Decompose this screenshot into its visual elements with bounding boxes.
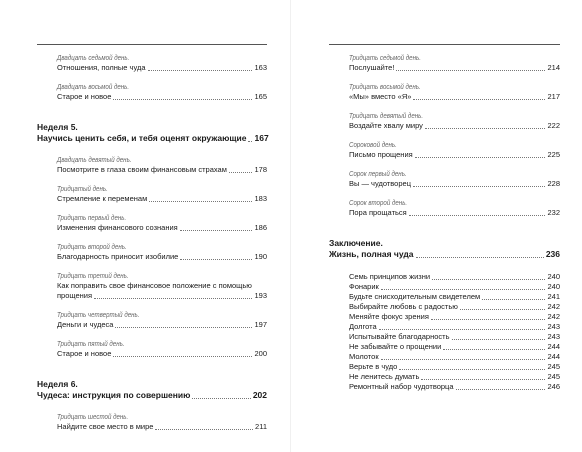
day-label: Двадцать восьмой день. <box>57 84 130 91</box>
top-rule <box>37 44 267 45</box>
dot-leader <box>460 309 546 310</box>
dot-leader <box>180 230 253 231</box>
week-label: Неделя 6. <box>37 379 78 389</box>
dot-leader <box>409 215 546 216</box>
dot-leader <box>421 379 545 380</box>
entry-title: Вы — чудотворец <box>349 179 411 188</box>
page-number: 200 <box>254 349 267 358</box>
page-number: 242 <box>547 302 560 311</box>
toc-entry[interactable] <box>329 199 560 218</box>
dot-leader <box>443 349 545 350</box>
conclusion-item[interactable] <box>329 342 560 352</box>
page-number: 246 <box>547 382 560 391</box>
conclusion-item[interactable] <box>329 352 560 362</box>
conclusion-item[interactable] <box>329 272 560 282</box>
page-number: 244 <box>547 352 560 361</box>
dot-leader <box>381 289 546 290</box>
day-label: Двадцать девятый день. <box>57 157 132 164</box>
day-label: Тридцать шестой день. <box>57 414 129 421</box>
conclusion-item[interactable] <box>329 382 560 392</box>
entry-title: Изменения финансового сознания <box>57 223 178 232</box>
conclusion-item[interactable] <box>329 312 560 322</box>
page-number: 167 <box>254 133 269 143</box>
page-number: 222 <box>547 121 560 130</box>
entry-title: Деньги и чудеса <box>57 320 114 329</box>
day-label: Двадцать седьмой день. <box>57 55 130 62</box>
page-number: 163 <box>254 63 267 72</box>
entry-title: Письмо прощения <box>349 150 413 159</box>
entry-title: Найдите свое место в мире <box>57 422 154 431</box>
page-number: 217 <box>547 92 560 101</box>
page-number: 236 <box>545 249 560 259</box>
dot-leader <box>148 70 253 71</box>
page-number: 245 <box>547 362 560 371</box>
dot-leader <box>149 201 252 202</box>
page-number: 197 <box>254 320 267 329</box>
dot-leader <box>431 319 546 320</box>
toc-entry[interactable] <box>37 340 267 359</box>
page-number: 241 <box>547 292 560 301</box>
dot-leader <box>399 369 545 370</box>
page-number: 242 <box>547 312 560 321</box>
item-title: Молоток <box>349 352 379 361</box>
day-label: Тридцать восьмой день. <box>349 84 421 91</box>
dot-leader <box>396 70 545 71</box>
dot-leader <box>113 99 252 100</box>
entry-title: Старое и новое <box>57 92 112 101</box>
page-number: 193 <box>254 291 267 300</box>
conclusion-item[interactable] <box>329 282 560 292</box>
entry-title: Стремление к переменам <box>57 194 148 203</box>
dot-leader <box>482 299 545 300</box>
dot-leader <box>452 339 546 340</box>
dot-leader <box>155 429 253 430</box>
dot-leader <box>413 186 545 187</box>
day-label: Тридцать седьмой день. <box>349 55 421 62</box>
conclusion-list <box>329 272 560 392</box>
toc-right <box>329 54 560 392</box>
toc-entry[interactable] <box>329 141 560 160</box>
dot-leader <box>113 356 252 357</box>
page-number: 202 <box>252 390 267 400</box>
page-number: 211 <box>255 422 267 431</box>
entry-title: Послушайте! <box>349 63 395 72</box>
conclusion-item[interactable] <box>329 362 560 372</box>
page-number: 165 <box>254 92 267 101</box>
conclusion-item[interactable] <box>329 292 560 302</box>
week-label: Неделя 5. <box>37 122 78 132</box>
day-label: Тридцать девятый день. <box>349 113 424 120</box>
toc-entry[interactable] <box>37 272 267 301</box>
item-title: Ремонтный набор чудотворца <box>349 382 454 391</box>
conclusion-item[interactable] <box>329 332 560 342</box>
day-label: Тридцать пятый день. <box>57 341 125 348</box>
page-number: 214 <box>547 63 560 72</box>
page-number: 245 <box>547 372 560 381</box>
entry-title: Старое и новое <box>57 349 112 358</box>
dot-leader <box>381 359 546 360</box>
dot-leader <box>94 298 252 299</box>
page-number: 228 <box>547 179 560 188</box>
day-label: Тридцать четвертый день. <box>57 312 140 319</box>
conclusion-item[interactable] <box>329 302 560 312</box>
dot-leader <box>248 141 252 142</box>
dot-leader <box>379 329 546 330</box>
page-number: 186 <box>254 223 267 232</box>
week-title: Чудеса: инструкция по совершению <box>37 390 191 400</box>
page-number: 190 <box>254 252 267 261</box>
conclusion-title: Жизнь, полная чуда <box>329 249 414 259</box>
dot-leader <box>192 398 250 399</box>
dot-leader <box>180 259 252 260</box>
entry-title-line: прощения <box>57 291 93 300</box>
item-title: Не забывайте о прощении <box>349 342 442 351</box>
toc-entry[interactable] <box>329 83 560 102</box>
toc-entry[interactable] <box>37 83 267 102</box>
page-number: 225 <box>547 150 560 159</box>
day-label: Тридцать первый день. <box>57 215 127 222</box>
conclusion-label: Заключение. <box>329 238 383 248</box>
page-number: 240 <box>547 282 560 291</box>
dot-leader <box>415 157 546 158</box>
dot-leader <box>432 279 545 280</box>
entry-title-line: Как поправить свое финансовое положение с помощью <box>57 281 252 290</box>
conclusion-item[interactable] <box>329 372 560 382</box>
toc-entry[interactable] <box>37 185 267 204</box>
day-label: Сороковой день. <box>349 142 397 149</box>
entry-title: Воздайте хвалу миру <box>349 121 423 130</box>
toc-entry[interactable] <box>329 170 560 189</box>
entry-title: «Мы» вместо «Я» <box>349 92 412 101</box>
item-title: Испытывайте благодарность <box>349 332 450 341</box>
toc-entry[interactable] <box>329 54 560 73</box>
toc-entry[interactable] <box>37 214 267 233</box>
toc-entry[interactable] <box>37 311 267 330</box>
page-number: 244 <box>547 342 560 351</box>
entry-title: Пора прощаться <box>349 208 407 217</box>
dot-leader <box>115 327 252 328</box>
item-title: Будьте снисходительным свидетелем <box>349 292 481 301</box>
item-title: Семь принципов жизни <box>349 272 431 281</box>
toc-entry[interactable] <box>37 54 267 73</box>
day-label: Тридцатый день. <box>57 186 108 193</box>
item-title: Меняйте фокус зрения <box>349 312 429 321</box>
week-6-heading[interactable] <box>37 379 267 401</box>
toc-entry[interactable] <box>37 413 267 432</box>
conclusion-heading[interactable] <box>329 238 560 260</box>
item-title: Долгота <box>349 322 377 331</box>
right-page <box>291 0 582 452</box>
day-label: Тридцать третий день. <box>57 273 129 280</box>
item-title: Не ленитесь думать <box>349 372 420 381</box>
toc-entry[interactable] <box>329 112 560 131</box>
page-number: 243 <box>547 322 560 331</box>
page-number: 240 <box>547 272 560 281</box>
toc-left <box>37 54 267 442</box>
page-number: 232 <box>547 208 560 217</box>
week-5-heading[interactable] <box>37 122 267 144</box>
page-number: 183 <box>254 194 267 203</box>
item-title: Фонарик <box>349 282 379 291</box>
week-title: Научись ценить себя, и тебя оценят окружающие <box>37 133 247 143</box>
conclusion-item[interactable] <box>329 322 560 332</box>
entry-title: Отношения, полные чуда <box>57 63 146 72</box>
dot-leader <box>413 99 545 100</box>
day-label: Тридцать второй день. <box>57 244 127 251</box>
toc-entry[interactable] <box>37 156 267 175</box>
day-label: Сорок второй день. <box>349 200 408 207</box>
entry-title: Посмотрите в глаза своим финансовым страхам <box>57 165 227 174</box>
toc-entry[interactable] <box>37 243 267 262</box>
page-number: 243 <box>547 332 560 341</box>
entry-title: Благодарность приносит изобилие <box>57 252 179 261</box>
dot-leader <box>456 389 546 390</box>
day-label: Сорок первый день. <box>349 171 407 178</box>
page-number: 178 <box>254 165 267 174</box>
dot-leader <box>229 172 253 173</box>
dot-leader <box>416 257 544 258</box>
item-title: Выбирайте любовь с радостью <box>349 302 458 311</box>
dot-leader <box>425 128 546 129</box>
top-rule <box>329 44 560 45</box>
item-title: Верьте в чудо <box>349 362 398 371</box>
